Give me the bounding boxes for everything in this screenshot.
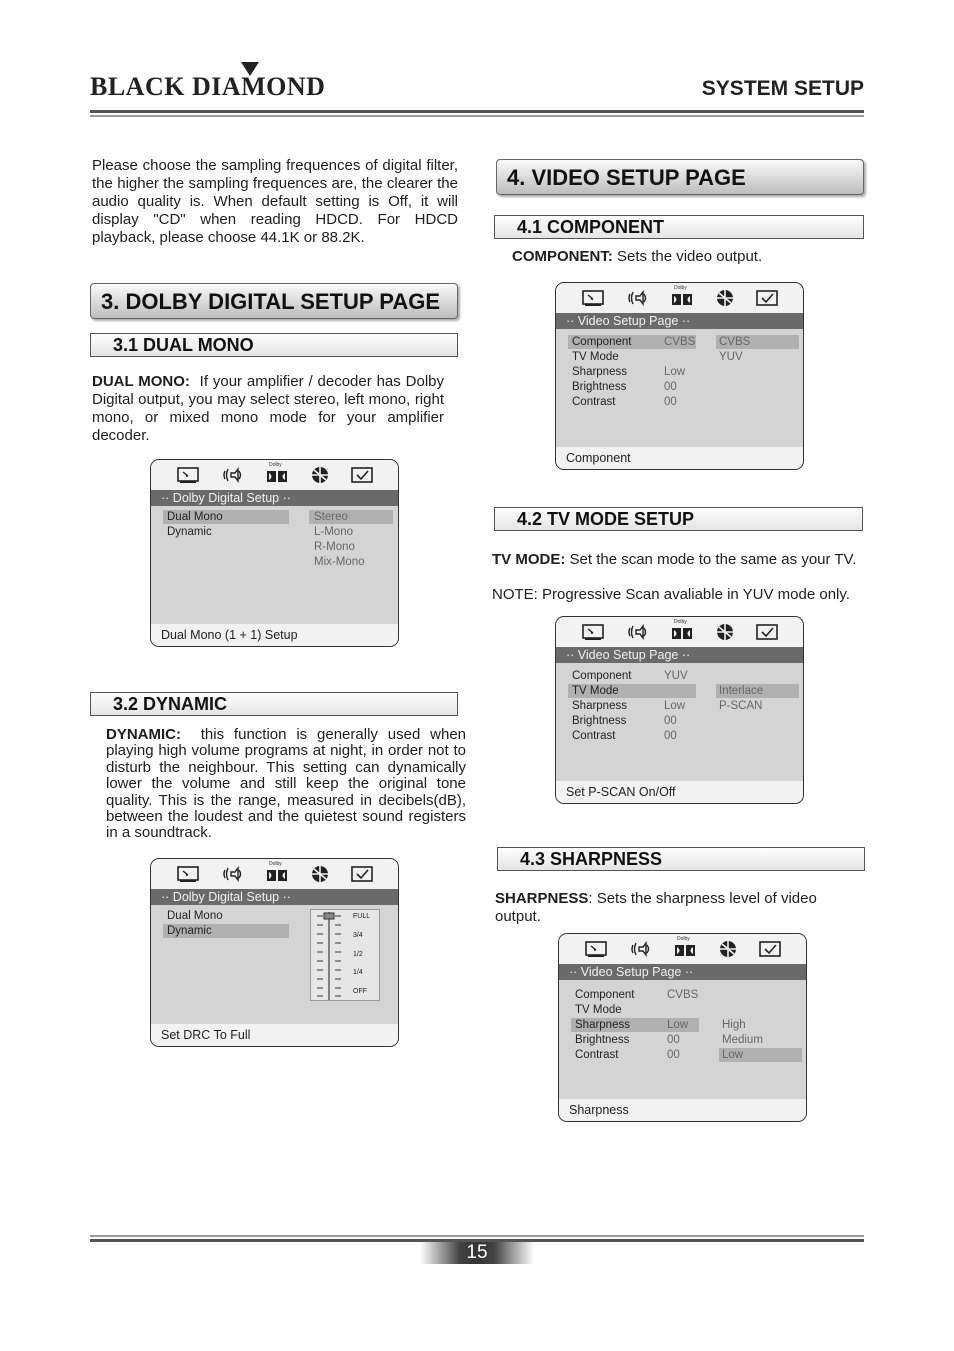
osd-icon-bar xyxy=(559,934,806,964)
sharpness-description xyxy=(495,890,857,926)
component-label: COMPONENT: xyxy=(512,248,613,265)
osd-item-sharpness[interactable]: Sharpness xyxy=(572,700,627,712)
osd-value-brightness: 00 xyxy=(664,381,677,393)
dolby-caption: Dolby xyxy=(269,462,282,468)
dual-mono-text: If your amplifier / decoder has Dolby Digital output, you may select stereo, left mono, right mono, or mixed mono mode for your amplifier decoder. xyxy=(92,373,444,444)
tv-mode-note: NOTE: Progressive Scan avaliable in YUV mode only. xyxy=(492,586,850,603)
component-description xyxy=(512,248,864,266)
osd-value-contrast: 00 xyxy=(664,730,677,742)
dual-mono-label: DUAL MONO: xyxy=(92,373,190,390)
general-setup-icon xyxy=(177,865,199,883)
tv-mode-label: TV MODE: xyxy=(492,551,566,568)
osd-value-brightness: 00 xyxy=(667,1034,680,1046)
video-setup-icon xyxy=(309,865,331,883)
osd-value-sharpness: Low xyxy=(664,700,686,712)
osd-option-high[interactable]: High xyxy=(722,1019,746,1031)
osd-item-component[interactable]: Component xyxy=(572,670,632,682)
dual-mono-osd-screen xyxy=(150,459,399,647)
osd-status-bar: Dual Mono (1 + 1) Setup xyxy=(151,624,398,646)
osd-value-contrast: 00 xyxy=(667,1049,680,1061)
dynamic-label: DYNAMIC: xyxy=(106,726,181,743)
dolby-icon xyxy=(674,940,696,958)
osd-item-tv-mode[interactable]: TV Mode xyxy=(572,351,619,363)
osd-page-title: ·· Video Setup Page ·· xyxy=(556,647,803,663)
dual-mono-subheading: 3.1 DUAL MONO xyxy=(90,333,458,357)
sharpness-text: : Sets the sharpness level of video output. xyxy=(495,890,817,925)
tv-mode-description xyxy=(492,551,864,568)
osd-page-title: ·· Video Setup Page ·· xyxy=(556,313,803,329)
osd-value-brightness: 00 xyxy=(664,715,677,727)
osd-page-title: ·· Video Setup Page ·· xyxy=(559,964,806,980)
general-setup-icon xyxy=(582,623,604,641)
audio-setup-icon xyxy=(222,466,244,484)
osd-page-title: ·· Dolby Digital Setup ·· xyxy=(151,889,398,905)
dolby-caption: Dolby xyxy=(674,619,687,625)
drc-level-full: FULL xyxy=(353,913,371,920)
osd-option-stereo[interactable]: Stereo xyxy=(314,511,348,523)
dolby-setup-heading: 3. DOLBY DIGITAL SETUP PAGE xyxy=(90,283,458,319)
osd-value-component: CVBS xyxy=(664,336,696,348)
osd-option-r-mono[interactable]: R-Mono xyxy=(314,541,355,553)
osd-option-p-scan[interactable]: P-SCAN xyxy=(719,700,763,712)
component-subheading: 4.1 COMPONENT xyxy=(494,215,864,239)
dolby-icon xyxy=(671,623,693,641)
osd-option-interlace[interactable]: Interlace xyxy=(719,685,764,697)
drc-level-1-2: 1/2 xyxy=(353,951,363,958)
osd-page-title: ·· Dolby Digital Setup ·· xyxy=(151,490,398,506)
osd-item-brightness[interactable]: Brightness xyxy=(572,381,627,393)
component-text: Sets the video output. xyxy=(617,248,763,265)
header-rule-thin xyxy=(90,115,864,117)
sharpness-subheading: 4.3 SHARPNESS xyxy=(497,847,865,871)
brand-logo: BLACK DIAMOND xyxy=(90,72,326,101)
osd-value-component: YUV xyxy=(664,670,688,682)
dolby-icon xyxy=(266,466,288,484)
osd-item-brightness[interactable]: Brightness xyxy=(575,1034,630,1046)
osd-option-mix-mono[interactable]: Mix-Mono xyxy=(314,556,365,568)
video-setup-icon xyxy=(714,623,736,641)
intro-paragraph: Please choose the sampling frequences of digital filter, the higher the sampling frequences are, the clearer the audio quality is. When default setting is Off, it will display "CD" when reading HDCD. For HDCD playback, please choose 44.1K or 88.2K. xyxy=(92,157,458,246)
osd-icon-bar xyxy=(556,283,803,313)
video-setup-heading: 4. VIDEO SETUP PAGE xyxy=(496,159,864,195)
video-setup-icon xyxy=(717,940,739,958)
osd-value-component: CVBS xyxy=(667,989,699,1001)
osd-item-component[interactable]: Component xyxy=(575,989,635,1001)
preference-setup-icon xyxy=(756,289,778,307)
tv-mode-text: Set the scan mode to the same as your TV. xyxy=(569,551,857,568)
diamond-icon xyxy=(241,62,259,76)
preference-setup-icon xyxy=(351,865,373,883)
general-setup-icon xyxy=(585,940,607,958)
osd-item-dual-mono[interactable]: Dual Mono xyxy=(167,910,223,922)
osd-option-medium[interactable]: Medium xyxy=(722,1034,763,1046)
sharpness-label: SHARPNESS xyxy=(495,890,589,907)
preference-setup-icon xyxy=(756,623,778,641)
dolby-caption: Dolby xyxy=(674,285,687,291)
osd-status-bar: Component xyxy=(556,447,803,469)
footer-rule-thin xyxy=(90,1235,864,1237)
dynamic-subheading: 3.2 DYNAMIC xyxy=(90,692,458,716)
dolby-caption: Dolby xyxy=(677,936,690,942)
osd-option-cvbs[interactable]: CVBS xyxy=(719,336,751,348)
osd-icon-bar xyxy=(556,617,803,647)
drc-level-off: OFF xyxy=(353,988,367,995)
header-rule xyxy=(90,110,864,113)
osd-item-dynamic[interactable]: Dynamic xyxy=(167,526,212,538)
osd-option-low[interactable]: Low xyxy=(722,1049,744,1061)
drc-level-1-4: 1/4 xyxy=(353,969,363,976)
sharpness-osd-screen xyxy=(558,933,807,1122)
osd-item-contrast[interactable]: Contrast xyxy=(572,730,616,742)
osd-item-dynamic[interactable]: Dynamic xyxy=(167,925,212,937)
osd-item-component[interactable]: Component xyxy=(572,336,632,348)
preference-setup-icon xyxy=(759,940,781,958)
dolby-caption: Dolby xyxy=(269,861,282,867)
section-title: SYSTEM SETUP xyxy=(701,77,864,100)
preference-setup-icon xyxy=(351,466,373,484)
osd-item-sharpness[interactable]: Sharpness xyxy=(572,366,627,378)
osd-item-sharpness[interactable]: Sharpness xyxy=(575,1019,630,1031)
osd-status-bar: Set P-SCAN On/Off xyxy=(556,781,803,803)
audio-setup-icon xyxy=(627,289,649,307)
video-setup-icon xyxy=(714,289,736,307)
osd-item-brightness[interactable]: Brightness xyxy=(572,715,627,727)
audio-setup-icon xyxy=(630,940,652,958)
osd-status-bar: Sharpness xyxy=(559,1099,806,1121)
osd-option-l-mono[interactable]: L-Mono xyxy=(314,526,353,538)
osd-item-tv-mode[interactable]: TV Mode xyxy=(572,685,619,697)
osd-status-bar: Set DRC To Full xyxy=(151,1024,398,1046)
page-number: 15 xyxy=(420,1242,534,1264)
osd-icon-bar xyxy=(151,460,398,490)
audio-setup-icon xyxy=(222,865,244,883)
osd-option-yuv[interactable]: YUV xyxy=(719,351,743,363)
drc-level-3-4: 3/4 xyxy=(353,932,363,939)
osd-value-sharpness: Low xyxy=(667,1019,689,1031)
osd-icon-bar xyxy=(151,859,398,889)
dynamic-text: this function is generally used when playing high volume programs at night, in order not to disturb the neighbour. This setting can dynamically lower the volume and still keep the original tone quality. This is the range, measured in decibels(dB), between the loudest and the quietest sound registers in a soundtrack. xyxy=(106,726,467,842)
drc-slider[interactable] xyxy=(310,909,380,1001)
osd-item-contrast[interactable]: Contrast xyxy=(575,1049,619,1061)
osd-item-dual-mono[interactable]: Dual Mono xyxy=(167,511,223,523)
component-osd-screen xyxy=(555,282,804,470)
osd-value-sharpness: Low xyxy=(664,366,686,378)
general-setup-icon xyxy=(582,289,604,307)
dual-mono-description xyxy=(92,373,444,445)
general-setup-icon xyxy=(177,466,199,484)
osd-item-contrast[interactable]: Contrast xyxy=(572,396,616,408)
osd-value-contrast: 00 xyxy=(664,396,677,408)
osd-item-tv-mode[interactable]: TV Mode xyxy=(575,1004,622,1016)
video-setup-icon xyxy=(309,466,331,484)
dolby-icon xyxy=(671,289,693,307)
dynamic-description xyxy=(106,727,466,842)
tv-mode-subheading: 4.2 TV MODE SETUP xyxy=(494,507,863,531)
tv-mode-osd-screen xyxy=(555,616,804,804)
audio-setup-icon xyxy=(627,623,649,641)
dolby-icon xyxy=(266,865,288,883)
dynamic-osd-screen xyxy=(150,858,399,1047)
